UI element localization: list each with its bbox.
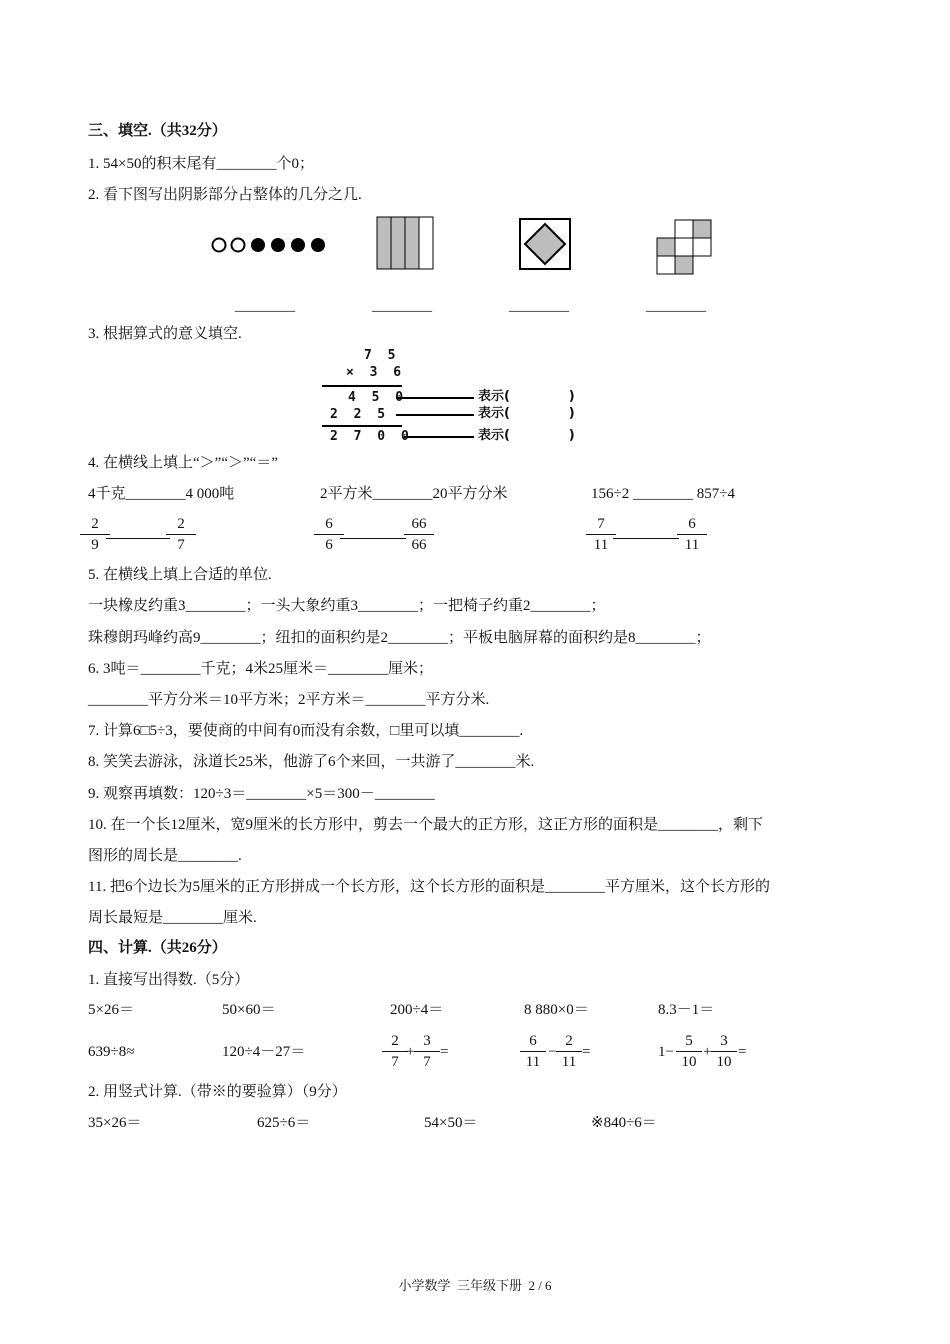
q9-text: 9. 观察再填数：120÷3＝________×5＝300－________ [88, 786, 435, 802]
q1-text: 1. 54×50的积末尾有________个0； [88, 156, 314, 172]
calc-item-7: 120÷4－27＝ [222, 1044, 306, 1060]
q2-blank-1[interactable]: ________ [235, 298, 295, 314]
arrow-line-1 [396, 397, 474, 399]
s4-q1-text: 1. 直接写出得数.（5分） [88, 972, 250, 988]
calc-row3: 4 5 0 [348, 390, 408, 405]
calc-row2: × 3 6 [346, 365, 406, 380]
calc-item-5: 8.3－1＝ [658, 1002, 715, 1018]
calc-row4: 2 2 5 [330, 407, 390, 422]
q4-frac-1b: $\frac{2}{7}$ [166, 514, 196, 555]
q5-line1: 一块橡皮约重3________；一头大象约重3________；一把椅子约重2________； [88, 598, 606, 614]
q4-item-2: 2平方米________20平方分米 [320, 486, 508, 502]
calc-item-3: 200÷4＝ [390, 1002, 444, 1018]
calc-item-4: 8 880×0＝ [524, 1002, 589, 1018]
q5-text: 5. 在横线上填上合适的单位. [88, 567, 272, 583]
circles-figure [213, 238, 326, 252]
calc-eq-1: = [440, 1044, 449, 1060]
q6-line1: 6. 3吨＝________千克；4米25厘米＝________厘米； [88, 661, 434, 677]
q4-text: 4. 在横线上填上“＞”“＞”“＝” [88, 455, 278, 471]
q2-figures [205, 215, 725, 275]
calc-frac-b: $\frac{3}{7}$ [414, 1031, 440, 1072]
q4-frac-2a: $\frac{6}{6}$ [314, 514, 344, 555]
q4-blank-3[interactable] [613, 538, 679, 539]
vertical-item-2: 625÷6＝ [257, 1115, 311, 1131]
rectangle-figure [377, 217, 433, 269]
calc-eq-3: = [738, 1044, 747, 1060]
q4-frac-2b: $\frac{66}{66}$ [404, 514, 434, 555]
calc-frac-c: $\frac{6}{11}$ [520, 1031, 546, 1072]
calc-line-1 [322, 385, 402, 387]
q11-line2: 周长最短是________厘米. [88, 910, 257, 926]
q2-blank-3[interactable]: ________ [509, 298, 569, 314]
calc-label-2: 表示( ) [478, 406, 575, 421]
calc-frac-a: $\frac{2}{7}$ [382, 1031, 408, 1072]
q4-item-3: 156÷2 ________ 857÷4 [591, 486, 735, 502]
calc-pre-one: 1− [658, 1044, 674, 1060]
q8-text: 8. 笑笑去游泳，泳道长25米，他游了6个来回，一共游了________米. [88, 754, 535, 770]
q4-item-1: 4千克________4 000吨 [88, 486, 235, 502]
arrow-line-3 [404, 436, 474, 438]
section3-title: 三、填空.（共32分） [88, 123, 227, 139]
q4-frac-1a: $\frac{2}{9}$ [80, 514, 110, 555]
square-diamond-figure [520, 219, 570, 269]
q3-text: 3. 根据算式的意义填空. [88, 326, 242, 342]
q4-blank-1[interactable] [106, 538, 170, 539]
calc-frac-d: $\frac{2}{11}$ [556, 1031, 582, 1072]
calc-label-1: 表示( ) [478, 389, 575, 404]
q7-text: 7. 计算6□5÷3，要使商的中间有0而没有余数，□里可以填________. [88, 723, 524, 739]
vertical-item-1: 35×26＝ [88, 1115, 142, 1131]
arrow-line-2 [396, 414, 474, 416]
vertical-item-3: 54×50＝ [424, 1115, 478, 1131]
q2-text: 2. 看下图写出阴影部分占整体的几分之几. [88, 187, 362, 203]
calc-op-plus-2: + [703, 1044, 712, 1060]
calc-frac-e: $\frac{5}{10}$ [676, 1031, 702, 1072]
q2-blank-4[interactable]: ________ [646, 298, 706, 314]
calc-row5: 2 7 0 0 [330, 429, 413, 444]
calc-item-1: 5×26＝ [88, 1002, 134, 1018]
q10-line1: 10. 在一个长12厘米，宽9厘米的长方形中，剪去一个最大的正方形，这正方形的面积是________，剩下 [88, 817, 764, 833]
vertical-item-4: ※840÷6＝ [591, 1115, 657, 1131]
q4-frac-3a: $\frac{7}{11}$ [586, 514, 616, 555]
q10-line2: 图形的周长是________. [88, 848, 242, 864]
calc-item-2: 50×60＝ [222, 1002, 276, 1018]
calc-op-plus-1: + [406, 1044, 415, 1060]
calc-row1: 7 5 [364, 348, 400, 363]
calc-op-minus: − [548, 1044, 557, 1060]
calc-eq-2: = [582, 1044, 591, 1060]
grid-figure [657, 220, 711, 274]
q4-frac-3b: $\frac{6}{11}$ [677, 514, 707, 555]
q4-blank-2[interactable] [340, 538, 406, 539]
section4-title: 四、计算.（共26分） [88, 940, 227, 956]
calc-label-3: 表示( ) [478, 428, 575, 443]
q6-line2: ________平方分米＝10平方米；2平方米＝________平方分米. [88, 692, 490, 708]
q2-blank-2[interactable]: ________ [372, 298, 432, 314]
page-footer: 小学数学 三年级下册 2 / 6 [398, 1278, 552, 1293]
calc-item-6: 639÷8≈ [88, 1044, 135, 1060]
s4-q2-text: 2. 用竖式计算.（带※的要验算）（9分） [88, 1084, 347, 1100]
calc-frac-f: $\frac{3}{10}$ [711, 1031, 737, 1072]
q5-line2: 珠穆朗玛峰约高9________；纽扣的面积约是2________；平板电脑屏幕的面积约是8________； [88, 630, 711, 646]
q11-line1: 11. 把6个边长为5厘米的正方形拼成一个长方形，这个长方形的面积是________平方厘米，这个长方形的 [88, 879, 770, 895]
calc-line-2 [322, 425, 402, 427]
